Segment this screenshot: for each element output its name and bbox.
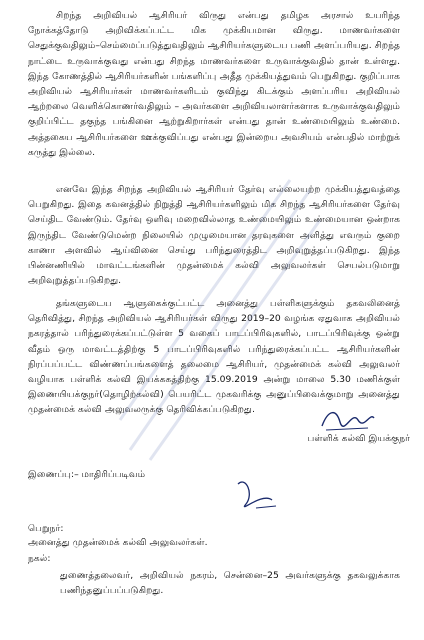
initials-signature — [232, 474, 280, 514]
copy-text: துணைத்தலைவர், அறிவியல் நகரம், சென்னை–25 அவர்களுக்கு தகவலுக்காக பணிந்தனுப்பப்படுகிறது. — [60, 570, 400, 597]
recipient-label: பெறுநர்: — [28, 523, 64, 534]
body-paragraph-1: சிறந்த அறிவியல் ஆசிரியர் விருது என்பது தமிழக அரசால் உயரிந்த நோக்கத்தோடு அறிவிக்கப்பட்ட மிக முக்கியமான விருது. மாணவர்களை செதுக்குவதிலும்–செம்மைப்படுத்துவதிலும் ஆசிரியர்களுடைய பணி அளப்பரியது. சிறந்த நாட்டை உருவாக்குவது என்பது சிறந்த மாணவர்களை உருவாக்குவதில் தான் உள்ளது. இந்த கோணத்தில் ஆசிரியர்களின் பங்களிப்பு அதீத முக்கியத்துவம் பெறுகிறது. குறிப்பாக அறிவியல் ஆசிரியர்கள் மாணவர்களிடம் குவிந்து கிடக்கும் அளப்பரிய அறிவியல் ஆற்றலை வெளிக்கொணர்வதிலும் – அவர்களை அறிவியலாளர்களாக உருவாக்குவதிலும் குறிப்பிட்ட தகுந்த பங்கினை ஆற்றுகிறார்கள் என்பது தான் உண்மையிலும் உண்மை. அத்தகைய ஆசிரியர்களை ஊக்குவிப்பது என்பது இன்றைய அவசியம் என்பதில் மாற்றுக் கருத்து இல்லை. — [28, 10, 400, 158]
recipient-text: அனைத்து முதன்மைக் கல்வி அலுவலர்கள். — [28, 537, 208, 548]
body-paragraph-3: தங்களுடைய ஆளுகைக்குட்பட்ட அனைத்து பள்ளிகளுக்கும் தகவலினைத் தெரிவித்து, சிறந்த அறிவியல் ஆசிரியர்கள் விருது 2019–20 வழங்க ஏதுவாக அறிவியல் நகரத்தால் பரிந்துரைக்கப்பட்டுள்ள 5 வகைப் பாடப்பிரிவுகளில், பாடப்பிரிவுக்கு ஒன்று வீதம் ஒரு மாவட்டத்திற்கு 5 பாடப்பிரிவுகளில் பரிந்துரைக்கப்பட்ட ஆசிரியர்களின் நிரப்பப்பட்ட விண்ணப்பங்களைத் தலைமை ஆசிரியர், முதன்மைக் கல்வி அலுவலர் வழியாக பள்ளிக் கல்வி இயக்ககத்திற்கு 15.09.2019 அன்று மாலை 5.30 மணிக்குள் இணையியக்குநர்(தொழிற்கல்வி) பெயரிட்ட முகவரிக்கு அனுப்பிவைக்குமாறு அனைத்து முதன்மைக் கல்வி அலுவலருக்கு தெரிவிக்கப்படுகிறது. — [28, 298, 400, 416]
copy-label: நகல்: — [28, 553, 51, 564]
signatory-title: பள்ளிக் கல்வி இயக்குநர் — [307, 433, 410, 444]
body-paragraph-2: எனவே இந்த சிறந்த அறிவியல் ஆசிரியர் தேர்வு எல்லையற்ற முக்கியத்துவத்தை பெறுகிறது. இதை கவனத்தில் நிறுத்தி ஆசிரியர்களிலும் மிக சிறந்த ஆசிரியர்களை தேர்வு செய்திட வேண்டும். தேர்வு ஒளிவு மறைவில்லாத உண்மையிலும் உண்மையான ஒன்றாக இருந்திட வேண்டுமென்ற நிலையில் முழுமையான தரவுகளை அளித்து எவரும் குறை காணா அளவில் ஆய்வினை செய்து பரிந்துரைத்திட அறிவுறுத்தப்படுகிறது. இந்த பின்னணியில் மாவட்டங்களின் முதன்மைக் கல்வி அலுவலர்கள் செயல்படுமாறு அறிவுறுத்தப்படுகிறது. — [28, 184, 400, 287]
enclosure-line: இணைப்பு:– மாதிரிப்படிவம் — [28, 469, 146, 480]
signature — [318, 404, 378, 434]
